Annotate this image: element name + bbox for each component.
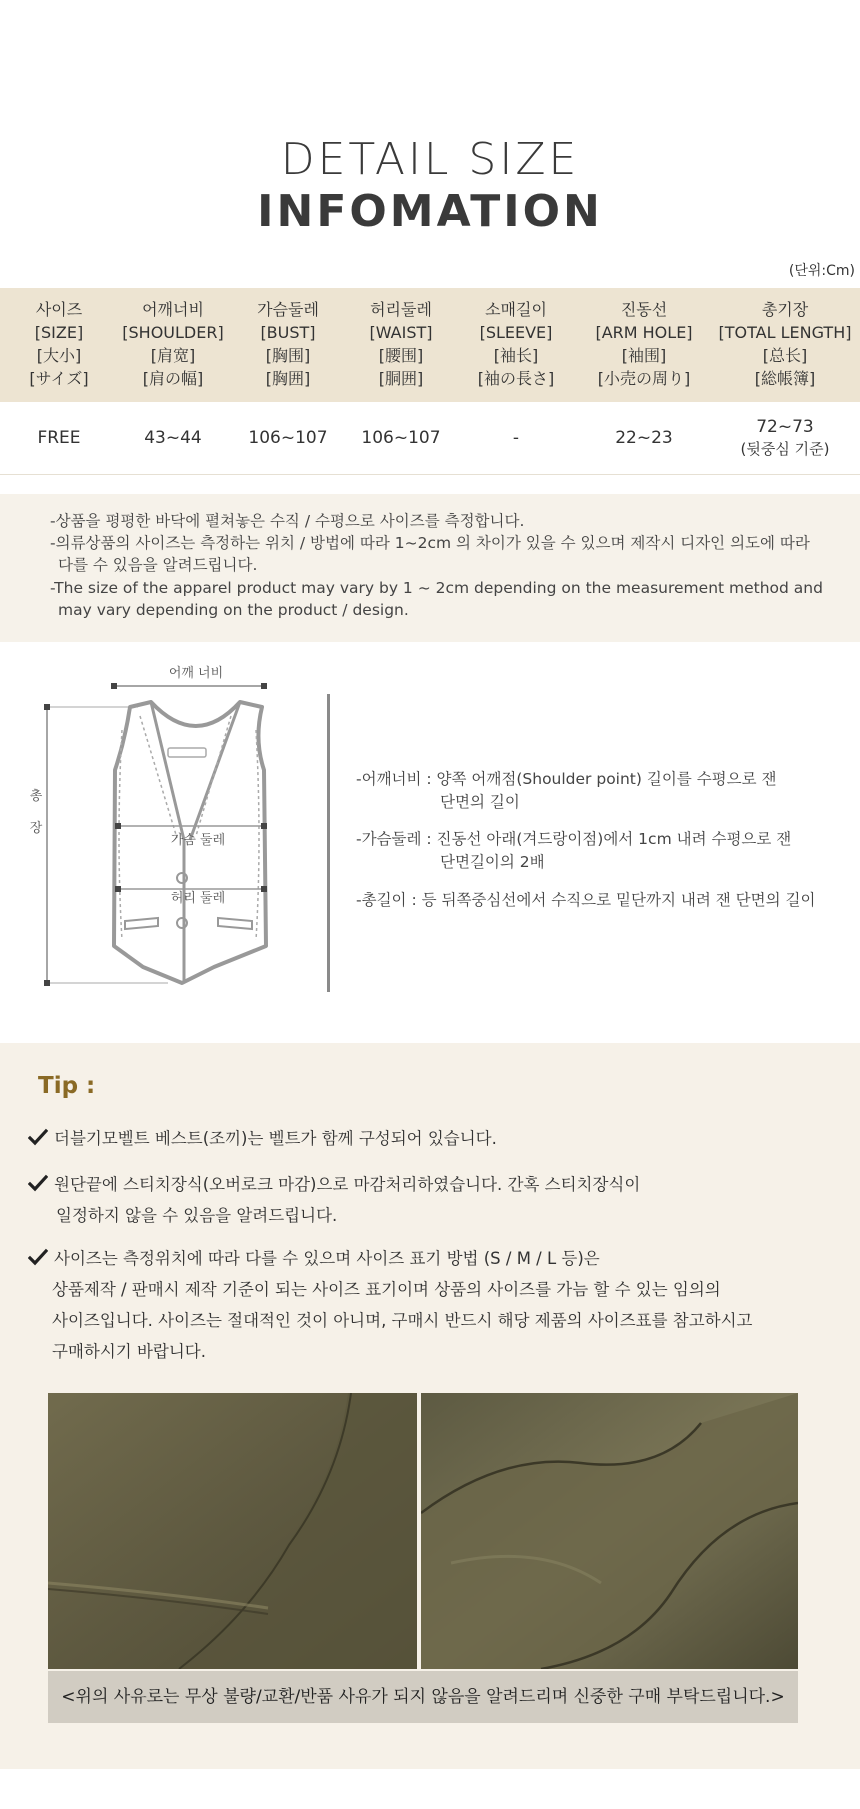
definition-bust: -가슴둘레 : 진동선 아래(겨드랑이점)에서 1cm 내려 수평으로 잰 단면길이의 2배 (356, 830, 792, 871)
fabric-photo-left (48, 1393, 417, 1669)
title-line-1: DETAIL SIZE (280, 134, 580, 185)
col-sleeve: 소매길이 [SLEEVE] [袖长] [袖の長さ] (454, 288, 578, 402)
check-icon (28, 1127, 48, 1147)
length-value: 72~73 (756, 417, 814, 437)
diagram-divider (327, 694, 330, 992)
col-bust: 가슴둘레 [BUST] [胸围] [胸囲] (228, 288, 348, 402)
cell-size: FREE (0, 402, 118, 475)
notice-banner: <위의 사유로는 무상 불량/교환/반품 사유가 되지 않음을 알려드리며 신중한 구매 부탁드립니다.> (48, 1671, 798, 1723)
pocket-right (218, 918, 252, 929)
cell-length (710, 402, 860, 475)
note-line: -상품을 평평한 바닥에 펼쳐놓은 수직 / 수평으로 사이즈를 측정합니다. (50, 512, 525, 530)
tip-item: 사이즈는 측정위치에 따라 다를 수 있으며 사이즈 표기 방법 (S / M / L 등)은 상품제작 / 판매시 제작 기준이 되는 사이즈 표기이며 상품의 사이즈를 가늠 할 수 있는 임의의 사이즈입니다. 사이즈는 절대적인 것이 아니며, 구매시 반드시 해당 제품의 사이즈표를 참고하시고 구매하시기 바랍니다. (28, 1243, 818, 1367)
cell-sleeve: - (454, 402, 578, 475)
table-header-row (0, 288, 860, 402)
bust-point-left (115, 823, 121, 829)
note-line: -The size of the apparel product may vary by 1 ~ 2cm depending on the measurement method and (50, 579, 823, 597)
length-note: (뒷중심 기준) (740, 440, 830, 458)
col-armhole: 진동선 [ARM HOLE] [袖围] [小売の周り] (578, 288, 710, 402)
back-label (168, 748, 206, 757)
definition-shoulder: -어깨너비 : 양쪽 어깨점(Shoulder point) 길이를 수평으로 잰 단면의 길이 (356, 770, 777, 811)
page-title (0, 134, 860, 237)
label-bust: 가슴 둘레 (170, 833, 226, 848)
measurement-notes (0, 494, 860, 642)
vest-diagram (18, 660, 318, 1000)
definition-length: -총길이 : 등 뒤쪽중심선에서 수직으로 밑단까지 내려 잰 단면의 길이 (356, 891, 816, 909)
cell-bust: 106~107 (228, 402, 348, 475)
check-icon (28, 1173, 48, 1193)
note-line: may vary depending on the product / design. (58, 601, 409, 619)
shoulder-point-left (111, 683, 117, 689)
label-length-1: 총 (29, 789, 43, 804)
waist-point-left (115, 886, 121, 892)
label-shoulder: 어깨 너비 (168, 666, 224, 681)
cell-armhole: 22~23 (578, 402, 710, 475)
unit-label: (단위:Cm) (788, 263, 855, 279)
length-point-top (44, 704, 50, 710)
table-row (0, 402, 860, 475)
note-line: -의류상품의 사이즈는 측정하는 위치 / 방법에 따라 1~2cm 의 차이가 있을 수 있으며 제작시 디자인 의도에 따라 (50, 534, 810, 552)
col-size: 사이즈 [SIZE] [大小] [サイズ] (0, 288, 118, 402)
bust-point-right (261, 823, 267, 829)
cell-waist: 106~107 (348, 402, 454, 475)
check-icon (28, 1247, 48, 1267)
cell-shoulder: 43~44 (118, 402, 228, 475)
label-length-2: 장 (29, 821, 43, 836)
col-waist: 허리둘레 [WAIST] [腰围] [胴囲] (348, 288, 454, 402)
size-table (0, 288, 860, 475)
waist-point-right (261, 886, 267, 892)
tip-item: 원단끝에 스티치장식(오버로크 마감)으로 마감처리하였습니다. 간혹 스티치장식이 일정하지 않을 수 있음을 알려드립니다. (28, 1169, 818, 1231)
tip-item: 더블기모벨트 베스트(조끼)는 벨트가 함께 구성되어 있습니다. (28, 1123, 818, 1154)
shoulder-point-right (261, 683, 267, 689)
fabric-photo-right (421, 1393, 798, 1669)
pocket-left (125, 918, 158, 929)
measurement-diagram (0, 660, 860, 1020)
note-line: 다를 수 있음을 알려드립니다. (58, 556, 258, 574)
length-point-bottom (44, 980, 50, 986)
stitch-right (196, 716, 231, 836)
title-line-2: INFOMATION (257, 186, 603, 237)
label-waist: 허리 둘레 (170, 891, 226, 906)
tip-title: Tip : (38, 1073, 96, 1099)
stitch-side-right (256, 730, 259, 940)
col-length: 총기장 [TOTAL LENGTH] [总长] [総帳簿] (710, 288, 860, 402)
col-shoulder: 어깨너비 [SHOULDER] [肩宽] [肩の幅] (118, 288, 228, 402)
